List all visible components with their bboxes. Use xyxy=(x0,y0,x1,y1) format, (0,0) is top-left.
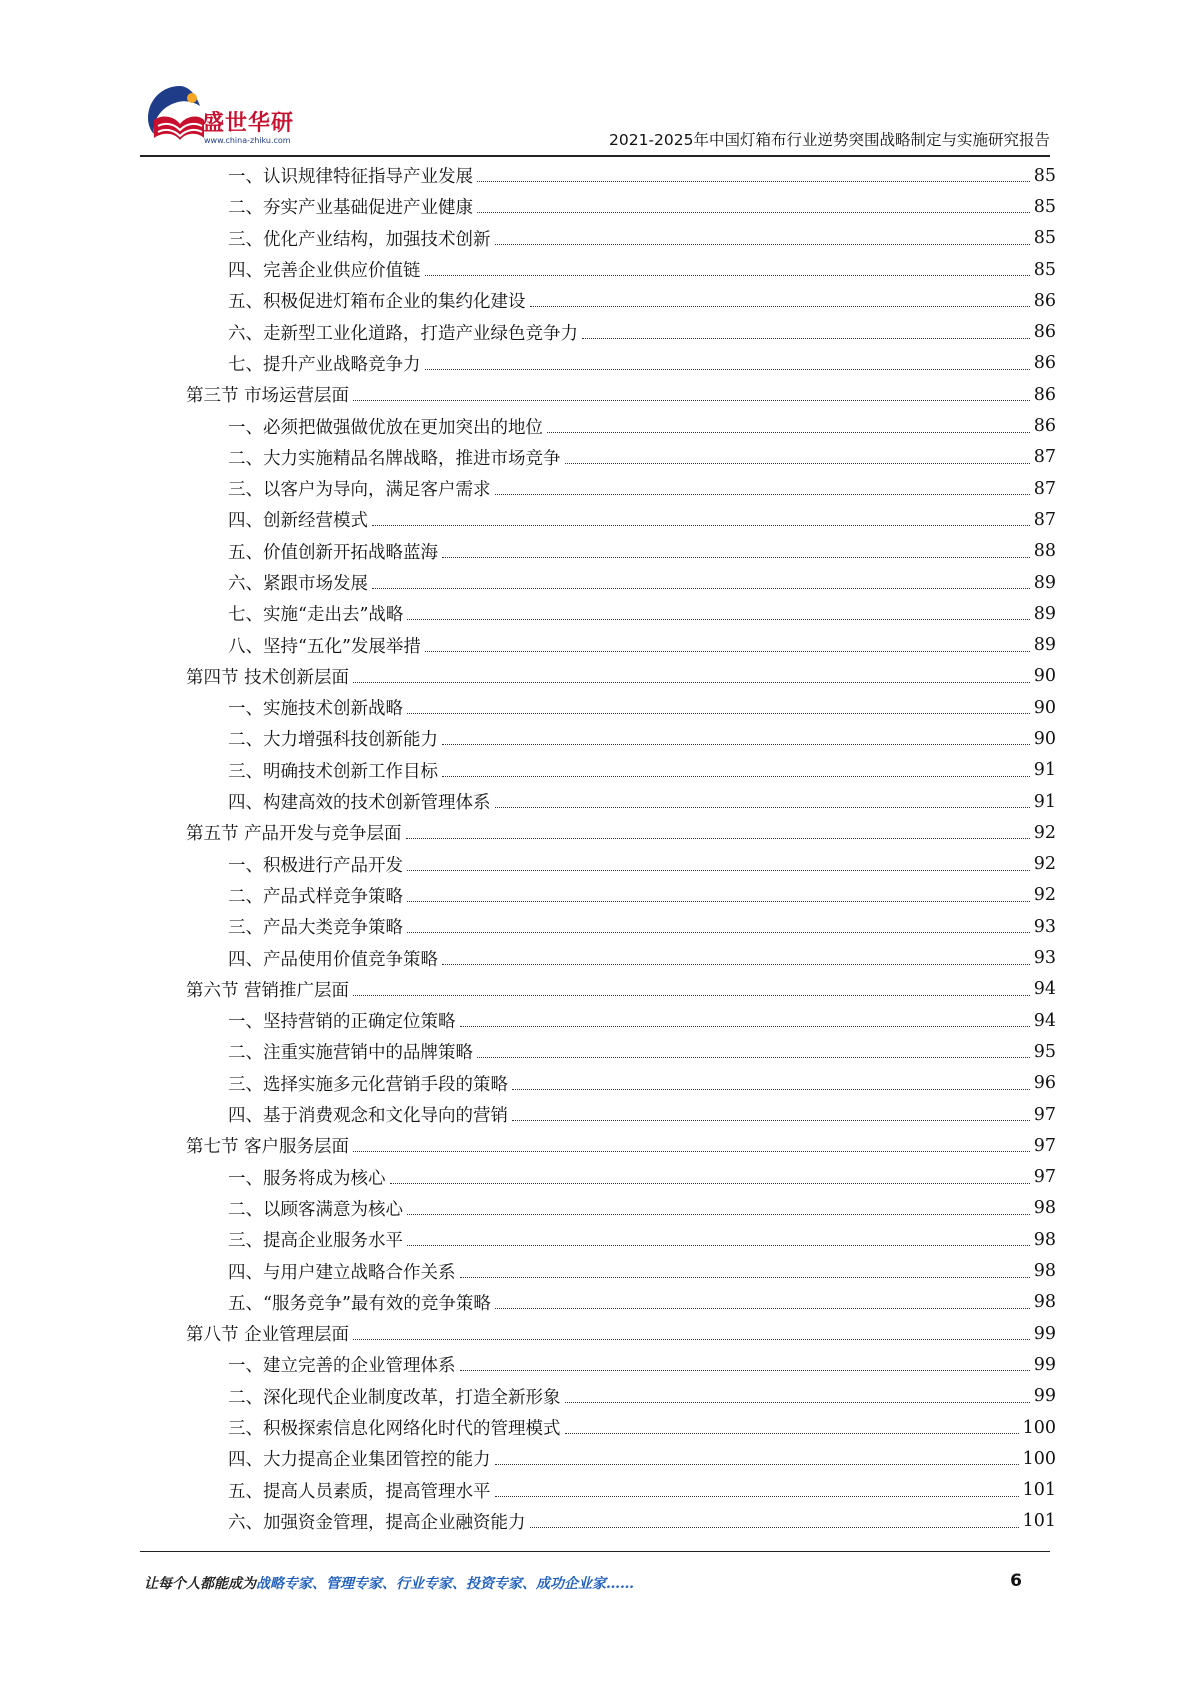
toc-entry-page: 101 xyxy=(1022,1480,1056,1501)
toc-entry-page: 95 xyxy=(1033,1041,1056,1062)
toc-entry-page: 97 xyxy=(1033,1167,1056,1188)
toc-entry-label: 一、积极进行产品开发 xyxy=(228,855,403,876)
toc-entry-page: 86 xyxy=(1033,353,1056,374)
toc-dot-leader xyxy=(460,1026,1030,1027)
toc-entry-page: 89 xyxy=(1033,572,1056,593)
toc-entry-label: 七、提升产业战略竞争力 xyxy=(228,354,421,375)
toc-entry-label: 第三节 市场运营层面 xyxy=(186,386,350,407)
toc-dot-leader xyxy=(460,1370,1030,1371)
toc-dot-leader xyxy=(582,338,1030,339)
toc-dot-leader xyxy=(477,212,1030,213)
toc-entry-page: 92 xyxy=(1033,822,1056,843)
toc-dot-leader xyxy=(407,1214,1030,1215)
toc-dot-leader xyxy=(407,870,1030,871)
toc-item-entry[interactable] xyxy=(186,849,1056,880)
toc-entry-label: 五、提高人员素质，提高管理水平 xyxy=(228,1481,491,1502)
toc-dot-leader xyxy=(353,1339,1030,1340)
toc-entry-label: 二、夯实产业基础促进产业健康 xyxy=(228,198,473,219)
toc-item-entry[interactable] xyxy=(186,1099,1056,1130)
toc-entry-page: 87 xyxy=(1033,509,1056,530)
toc-entry-page: 90 xyxy=(1033,666,1056,687)
toc-item-entry[interactable] xyxy=(186,1443,1056,1474)
toc-entry-label: 五、价值创新开拓战略蓝海 xyxy=(228,542,438,563)
toc-entry-page: 86 xyxy=(1033,322,1056,343)
toc-dot-leader xyxy=(353,400,1030,401)
toc-entry-label: 二、注重实施营销中的品牌策略 xyxy=(228,1043,473,1064)
toc-dot-leader xyxy=(442,744,1030,745)
toc-entry-page: 87 xyxy=(1033,478,1056,499)
toc-entry-label: 第六节 营销推广层面 xyxy=(186,980,350,1001)
toc-entry-page: 91 xyxy=(1033,760,1056,781)
toc-item-entry[interactable] xyxy=(186,348,1056,379)
toc-entry-label: 二、深化现代企业制度改革，打造全新形象 xyxy=(228,1387,561,1408)
toc-entry-label: 一、建立完善的企业管理体系 xyxy=(228,1356,456,1377)
slogan-roles: 战略专家、管理专家、行业专家、投资专家、成功企业家…… xyxy=(256,1576,634,1592)
toc-dot-leader xyxy=(407,713,1030,714)
toc-dot-leader xyxy=(372,525,1030,526)
toc-dot-leader xyxy=(372,588,1030,589)
toc-item-entry[interactable] xyxy=(186,942,1056,973)
toc-item-entry[interactable] xyxy=(186,1412,1056,1443)
toc-item-entry[interactable] xyxy=(186,410,1056,441)
toc-entry-page: 99 xyxy=(1033,1323,1056,1344)
toc-item-entry[interactable] xyxy=(186,598,1056,629)
toc-entry-page: 96 xyxy=(1033,1073,1056,1094)
logo-emblem-icon xyxy=(140,80,210,150)
toc-dot-leader xyxy=(495,244,1030,245)
toc-dot-leader xyxy=(407,901,1030,902)
toc-entry-label: 三、优化产业结构，加强技术创新 xyxy=(228,229,491,250)
toc-entry-page: 85 xyxy=(1033,165,1056,186)
toc-item-entry[interactable] xyxy=(186,1068,1056,1099)
toc-entry-page: 88 xyxy=(1033,541,1056,562)
toc-dot-leader xyxy=(425,275,1030,276)
toc-entry-label: 八、坚持“五化”发展举措 xyxy=(228,636,421,657)
toc-item-entry[interactable] xyxy=(186,285,1056,316)
toc-entry-page: 99 xyxy=(1033,1354,1056,1375)
toc-dot-leader xyxy=(407,932,1030,933)
toc-entry-page: 85 xyxy=(1033,228,1056,249)
toc-item-entry[interactable] xyxy=(186,504,1056,535)
toc-entry-page: 101 xyxy=(1022,1511,1056,1532)
page-number: 6 xyxy=(1010,1571,1022,1591)
toc-entry-label: 二、产品式样竞争策略 xyxy=(228,886,403,907)
toc-entry-page: 93 xyxy=(1033,948,1056,969)
toc-item-entry[interactable] xyxy=(186,567,1056,598)
company-logo xyxy=(140,80,310,150)
toc-entry-label: 一、服务将成为核心 xyxy=(228,1168,386,1189)
toc-entry-page: 91 xyxy=(1033,791,1056,812)
toc-item-entry[interactable] xyxy=(186,1506,1056,1537)
toc-dot-leader xyxy=(512,1089,1030,1090)
toc-dot-leader xyxy=(530,306,1030,307)
toc-entry-label: 三、以客户为导向，满足客户需求 xyxy=(228,480,491,501)
toc-entry-label: 四、基于消费观念和文化导向的营销 xyxy=(228,1106,508,1127)
toc-item-entry[interactable] xyxy=(186,692,1056,723)
toc-entry-page: 89 xyxy=(1033,635,1056,656)
toc-entry-page: 97 xyxy=(1033,1104,1056,1125)
toc-dot-leader xyxy=(495,1464,1019,1465)
toc-dot-leader xyxy=(565,1402,1030,1403)
toc-entry-page: 85 xyxy=(1033,259,1056,280)
toc-entry-label: 六、走新型工业化道路，打造产业绿色竞争力 xyxy=(228,323,578,344)
toc-dot-leader xyxy=(495,807,1030,808)
toc-item-entry[interactable] xyxy=(186,723,1056,754)
toc-entry-label: 四、产品使用价值竞争策略 xyxy=(228,949,438,970)
toc-section-entry[interactable] xyxy=(186,817,1056,848)
toc-dot-leader xyxy=(353,1151,1030,1152)
toc-entry-page: 86 xyxy=(1033,416,1056,437)
toc-section-entry[interactable] xyxy=(186,1318,1056,1349)
toc-item-entry[interactable] xyxy=(186,1474,1056,1505)
toc-dot-leader xyxy=(425,651,1030,652)
footer-divider xyxy=(140,1551,1050,1552)
toc-dot-leader xyxy=(477,181,1030,182)
toc-item-entry[interactable] xyxy=(186,1224,1056,1255)
toc-entry-label: 一、认识规律特征指导产业发展 xyxy=(228,167,473,188)
toc-entry-label: 五、“服务竞争”最有效的竞争策略 xyxy=(228,1293,491,1314)
toc-entry-label: 四、构建高效的技术创新管理体系 xyxy=(228,793,491,814)
toc-dot-leader xyxy=(390,1183,1030,1184)
toc-item-entry[interactable] xyxy=(186,786,1056,817)
toc-entry-page: 85 xyxy=(1033,196,1056,217)
toc-section-entry[interactable] xyxy=(186,1130,1056,1161)
logo-name: 盛世华研 xyxy=(202,111,295,136)
toc-entry-label: 四、大力提高企业集团管控的能力 xyxy=(228,1450,491,1471)
toc-item-entry[interactable] xyxy=(186,1381,1056,1412)
toc-item-entry[interactable] xyxy=(186,629,1056,660)
toc-entry-label: 三、选择实施多元化营销手段的策略 xyxy=(228,1074,508,1095)
toc-entry-page: 98 xyxy=(1033,1229,1056,1250)
toc-item-entry[interactable] xyxy=(186,880,1056,911)
toc-entry-label: 四、创新经营模式 xyxy=(228,511,368,532)
toc-entry-page: 90 xyxy=(1033,697,1056,718)
toc-entry-label: 六、加强资金管理，提高企业融资能力 xyxy=(228,1512,526,1533)
toc-entry-label: 三、提高企业服务水平 xyxy=(228,1231,403,1252)
toc-entry-page: 92 xyxy=(1033,854,1056,875)
toc-entry-label: 三、产品大类竞争策略 xyxy=(228,918,403,939)
toc-item-entry[interactable] xyxy=(186,755,1056,786)
toc-dot-leader xyxy=(495,494,1030,495)
toc-section-entry[interactable] xyxy=(186,974,1056,1005)
toc-entry-label: 一、坚持营销的正确定位策略 xyxy=(228,1012,456,1033)
toc-entry-page: 98 xyxy=(1033,1198,1056,1219)
toc-section-entry[interactable] xyxy=(186,379,1056,410)
toc-section-entry[interactable] xyxy=(186,661,1056,692)
footer-slogan xyxy=(144,1573,634,1593)
header-divider xyxy=(140,155,1050,157)
toc-entry-page: 90 xyxy=(1033,728,1056,749)
toc-entry-page: 97 xyxy=(1033,1135,1056,1156)
toc-entry-label: 第七节 客户服务层面 xyxy=(186,1137,350,1158)
toc-entry-label: 五、积极促进灯箱布企业的集约化建设 xyxy=(228,292,526,313)
toc-entry-label: 第五节 产品开发与竞争层面 xyxy=(186,824,402,845)
report-title: 2021-2025年中国灯箱布行业逆势突围战略制定与实施研究报告 xyxy=(609,131,1050,149)
toc-item-entry[interactable] xyxy=(186,191,1056,222)
slogan-lead: 让每个人都能成为 xyxy=(144,1576,256,1592)
toc-dot-leader xyxy=(353,682,1030,683)
toc-entry-label: 三、积极探索信息化网络化时代的管理模式 xyxy=(228,1419,561,1440)
toc-dot-leader xyxy=(565,463,1030,464)
toc-item-entry[interactable] xyxy=(186,1005,1056,1036)
toc-entry-label: 第八节 企业管理层面 xyxy=(186,1325,350,1346)
toc-entry-page: 89 xyxy=(1033,603,1056,624)
toc-dot-leader xyxy=(407,619,1029,620)
toc-entry-label: 四、完善企业供应价值链 xyxy=(228,261,421,282)
toc-item-entry[interactable] xyxy=(186,1287,1056,1318)
toc-dot-leader xyxy=(353,995,1030,996)
toc-item-entry[interactable] xyxy=(186,316,1056,347)
toc-dot-leader xyxy=(495,1496,1019,1497)
toc-entry-page: 100 xyxy=(1022,1448,1056,1469)
toc-entry-page: 93 xyxy=(1033,916,1056,937)
toc-item-entry[interactable] xyxy=(186,473,1056,504)
toc-item-entry[interactable] xyxy=(186,160,1056,191)
toc-dot-leader xyxy=(530,1527,1019,1528)
logo-url: www.china-zhiku.com xyxy=(204,136,291,145)
toc-entry-label: 三、明确技术创新工作目标 xyxy=(228,761,438,782)
toc-item-entry[interactable] xyxy=(186,442,1056,473)
toc-entry-label: 一、实施技术创新战略 xyxy=(228,699,403,720)
toc-dot-leader xyxy=(406,838,1030,839)
toc-dot-leader xyxy=(512,1120,1030,1121)
toc-dot-leader xyxy=(460,1277,1030,1278)
toc-item-entry[interactable] xyxy=(186,1162,1056,1193)
toc-entry-page: 94 xyxy=(1033,1010,1056,1031)
toc-item-entry[interactable] xyxy=(186,1255,1056,1286)
toc-item-entry[interactable] xyxy=(186,254,1056,285)
toc-entry-page: 98 xyxy=(1033,1261,1056,1282)
toc-entry-page: 87 xyxy=(1033,447,1056,468)
toc-dot-leader xyxy=(477,1057,1030,1058)
toc-entry-page: 98 xyxy=(1033,1292,1056,1313)
toc-item-entry[interactable] xyxy=(186,1036,1056,1067)
toc-item-entry[interactable] xyxy=(186,1349,1056,1380)
toc-entry-page: 86 xyxy=(1033,290,1056,311)
toc-item-entry[interactable] xyxy=(186,536,1056,567)
toc-dot-leader xyxy=(547,432,1030,433)
toc-entry-page: 100 xyxy=(1022,1417,1056,1438)
toc-dot-leader xyxy=(442,964,1030,965)
toc-entry-label: 二、以顾客满意为核心 xyxy=(228,1199,403,1220)
toc-dot-leader xyxy=(565,1433,1019,1434)
toc-entry-label: 二、大力增强科技创新能力 xyxy=(228,730,438,751)
toc-dot-leader xyxy=(407,1245,1030,1246)
toc-entry-label: 一、必须把做强做优放在更加突出的地位 xyxy=(228,417,543,438)
toc-entry-page: 86 xyxy=(1033,384,1056,405)
toc-dot-leader xyxy=(425,369,1030,370)
toc-item-entry[interactable] xyxy=(186,911,1056,942)
table-of-contents xyxy=(186,160,1056,1537)
toc-item-entry[interactable] xyxy=(186,223,1056,254)
toc-entry-label: 二、大力实施精品名牌战略，推进市场竞争 xyxy=(228,448,561,469)
page-header xyxy=(140,80,1050,160)
toc-dot-leader xyxy=(442,776,1030,777)
toc-entry-label: 六、紧跟市场发展 xyxy=(228,574,368,594)
toc-entry-label: 七、实施“走出去”战略 xyxy=(228,605,404,626)
toc-entry-page: 99 xyxy=(1033,1386,1056,1407)
toc-entry-page: 94 xyxy=(1033,979,1056,1000)
toc-entry-page: 92 xyxy=(1033,885,1056,906)
toc-entry-label: 第四节 技术创新层面 xyxy=(186,667,350,688)
toc-dot-leader xyxy=(495,1308,1030,1309)
toc-item-entry[interactable] xyxy=(186,1193,1056,1224)
toc-entry-label: 四、与用户建立战略合作关系 xyxy=(228,1262,456,1283)
page-footer xyxy=(140,1573,1050,1603)
toc-dot-leader xyxy=(442,557,1030,558)
